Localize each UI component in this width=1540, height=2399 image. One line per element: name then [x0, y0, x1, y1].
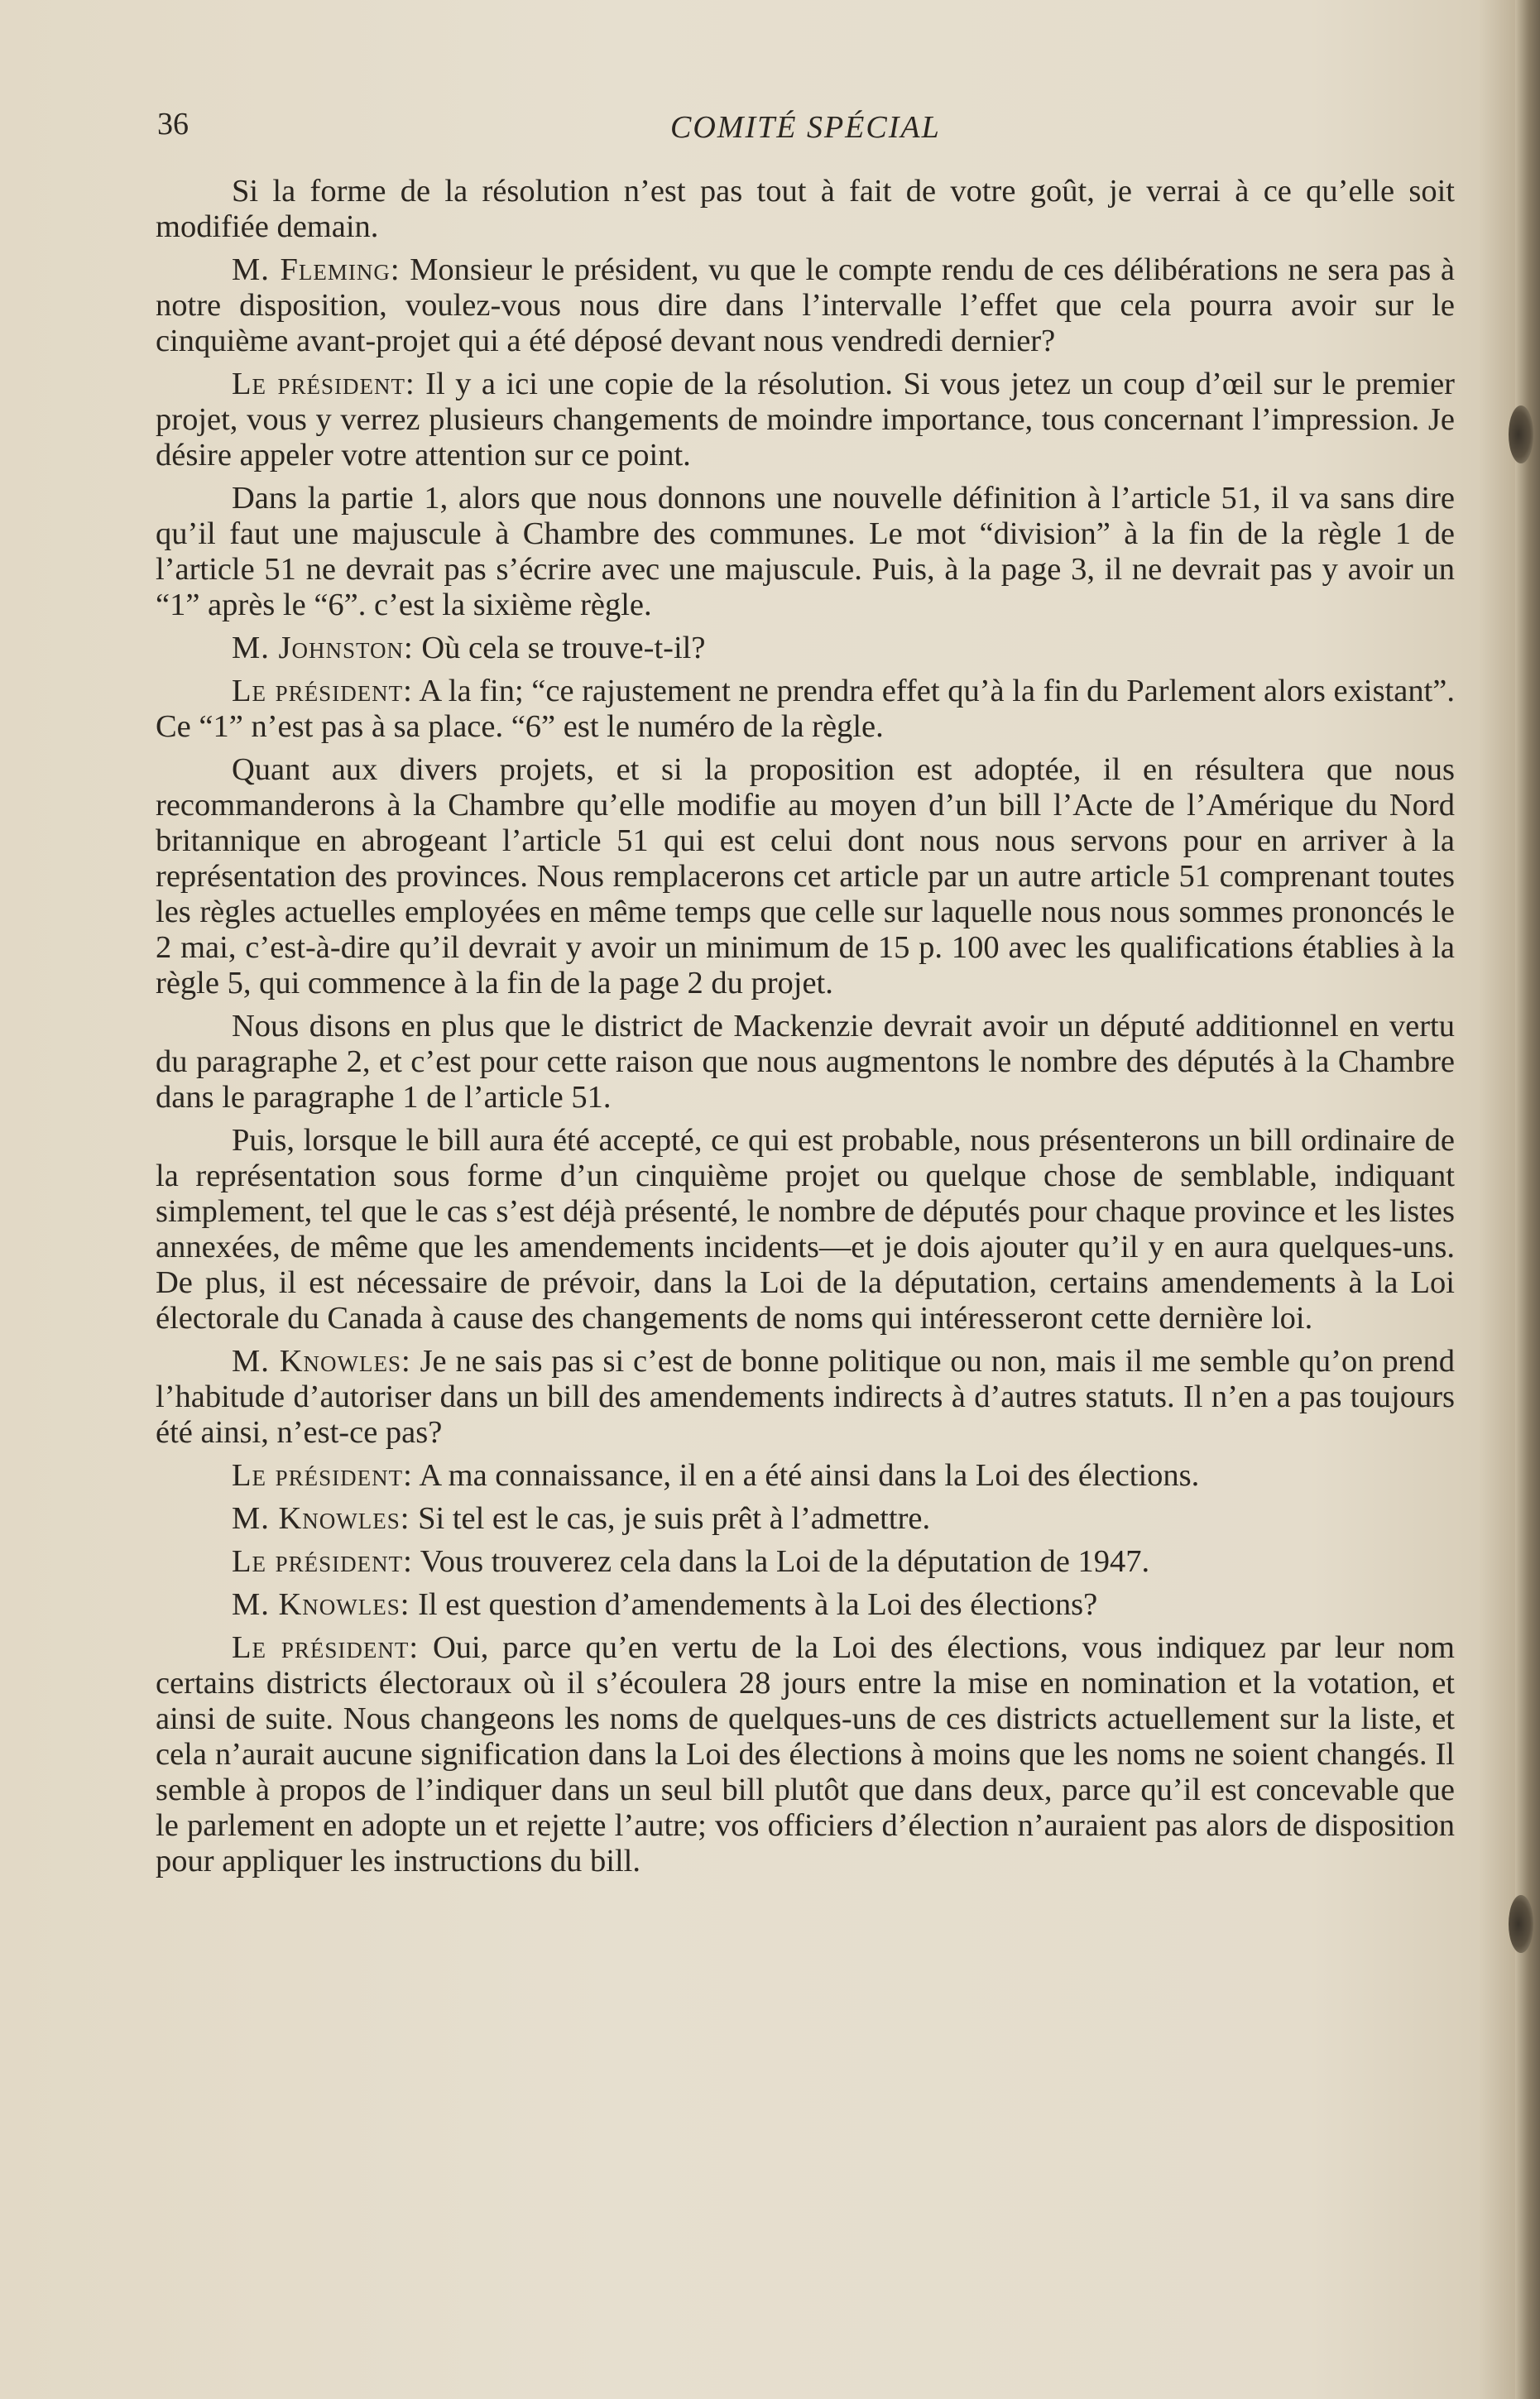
page-header — [157, 106, 1465, 147]
speaker-name: M. Knowles: — [232, 1501, 410, 1536]
binding-edge — [1515, 0, 1540, 2399]
running-title: COMITÉ SPÉCIAL — [670, 110, 941, 145]
paragraph — [156, 252, 1455, 359]
paragraph — [156, 481, 1455, 623]
paragraph — [156, 1009, 1455, 1116]
paragraph-text: Monsieur le président, vu que le compte rendu de ces délibérations ne sera pas à notre disposition, voulez-vous nous dire dans l’intervalle l’effet que cela pourra avoir sur le cinquième avant-projet qui a été déposé devant nous vendredi dernier? — [156, 252, 1455, 358]
paragraph-text: Où cela se trouve-t-il? — [413, 631, 706, 665]
paragraph — [156, 1587, 1455, 1623]
paragraph-text: Il est question d’amendements à la Loi des élections? — [410, 1587, 1098, 1622]
binding-hole — [1509, 405, 1533, 463]
paragraph — [156, 752, 1455, 1001]
paragraph — [156, 1123, 1455, 1336]
paragraph — [156, 1501, 1455, 1537]
paragraph — [156, 174, 1455, 245]
speaker-name: M. Johnston: — [232, 631, 414, 665]
paragraph — [156, 674, 1455, 745]
paragraph-text: Nous disons en plus que le district de Mackenzie devrait avoir un député additionnel en vertu du paragraphe 2, et c’est pour cette raison que nous augmentons le nombre des députés à la Chambre dans le paragraphe 1 de l’article 51. — [156, 1009, 1455, 1115]
speaker-name: Le président: — [232, 1458, 413, 1493]
paragraph-text: Dans la partie 1, alors que nous donnons une nouvelle définition à l’article 51, il va sans dire qu’il faut une majuscule à Chambre des communes. Le mot “division” à la fin de la règle 1 de l’article 51 ne devrait pas s’écrire avec une majuscule. Puis, à la page 3, il ne devrait pas y avoir un “1” après le “6”. c’est la sixième règle. — [156, 481, 1455, 622]
binding-hole — [1509, 1895, 1533, 1953]
paragraph — [156, 367, 1455, 473]
speaker-name: M. Knowles: — [232, 1587, 410, 1622]
paragraph — [156, 1630, 1455, 1879]
paragraph-text: Vous trouverez cela dans la Loi de la députation de 1947. — [412, 1544, 1150, 1579]
paragraph-text: A ma connaissance, il en a été ainsi dans la Loi des élections. — [412, 1458, 1200, 1493]
speaker-name: Le président: — [232, 1544, 413, 1579]
paragraph — [156, 1544, 1455, 1580]
paragraph-text: A la fin; “ce rajustement ne prendra effet qu’à la fin du Parlement alors existant”. Ce “1” n’est pas à sa place. “6” est le numéro de la règle. — [156, 674, 1455, 744]
paragraph — [156, 631, 1455, 666]
speaker-name: Le président: — [232, 367, 415, 401]
speaker-name: M. Knowles: — [232, 1344, 411, 1379]
speaker-name: Le président: — [232, 674, 413, 708]
paragraph-text: Je ne sais pas si c’est de bonne politique ou non, mais il me semble qu’on prend l’habitude d’autoriser dans un bill des amendements indirects à d’autres statuts. Il n’en a pas toujours été ainsi, n’est-ce pas? — [156, 1344, 1455, 1450]
paragraph-text: Puis, lorsque le bill aura été accepté, ce qui est probable, nous présenterons un bill ordinaire de la représentation sous forme d’un cinquième projet ou quelque chose de semblable, indiquant simplement, tel que le cas s’est déjà présenté, le nombre de députés pour chaque province et les listes annexées, de même que les amendements incidents—et je dois ajouter qu’il y en aura quelques-uns. De plus, il est nécessaire de prévoir, dans la Loi de la députation, certains amendements à la Loi électorale du Canada à cause des changements de noms qui intéresseront cette dernière loi. — [156, 1123, 1455, 1336]
paragraph-text: Quant aux divers projets, et si la proposition est adoptée, il en résultera que nous recommanderons à la Chambre qu’elle modifie au moyen d’un bill l’Acte de l’Amérique du Nord britannique en abrogeant l’article 51 qui est celui dont nous nous servons pour en arriver à la représentation des provinces. Nous remplacerons cet article par un autre article 51 comprenant toutes les règles actuelles employées en même temps que celle sur laquelle nous nous sommes prononcés le 2 mai, c’est-à-dire qu’il devrait y avoir un minimum de 15 p. 100 avec les qualifications établies à la règle 5, qui commence à la fin de la page 2 du projet. — [156, 752, 1455, 1000]
paragraph-text: Oui, parce qu’en vertu de la Loi des élections, vous indiquez par leur nom certains districts électoraux où il s’écoulera 28 jours entre la mise en nomination et la votation, et ainsi de suite. Nous changeons les noms de quelques-uns de ces districts actuellement sur la liste, et cela n’aurait aucune signification dans la Loi des élections à moins que les noms ne soient changés. Il semble à propos de l’indiquer dans un seul bill plutôt que dans deux, parce qu’il est concevable que le parlement en adopte un et rejette l’autre; vos officiers d’élection n’auraient pas alors de disposition pour appliquer les instructions du bill. — [156, 1630, 1455, 1878]
body-text — [156, 174, 1455, 1887]
paragraph — [156, 1458, 1455, 1494]
speaker-name: Le président: — [232, 1630, 420, 1665]
paragraph-text: Si la forme de la résolution n’est pas tout à fait de votre goût, je verrai à ce qu’elle soit modifiée demain. — [156, 174, 1455, 244]
paragraph-text: Si tel est le cas, je suis prêt à l’admettre. — [410, 1501, 931, 1536]
page-number: 36 — [157, 107, 189, 142]
speaker-name: M. Fleming: — [232, 252, 401, 287]
paragraph — [156, 1344, 1455, 1451]
paragraph-text: Il y a ici une copie de la résolution. Si vous jetez un coup d’œil sur le premier projet, vous y verrez plusieurs changements de moindre importance, tous concernant l’impression. Je désire appeler votre attention sur ce point. — [156, 367, 1455, 473]
